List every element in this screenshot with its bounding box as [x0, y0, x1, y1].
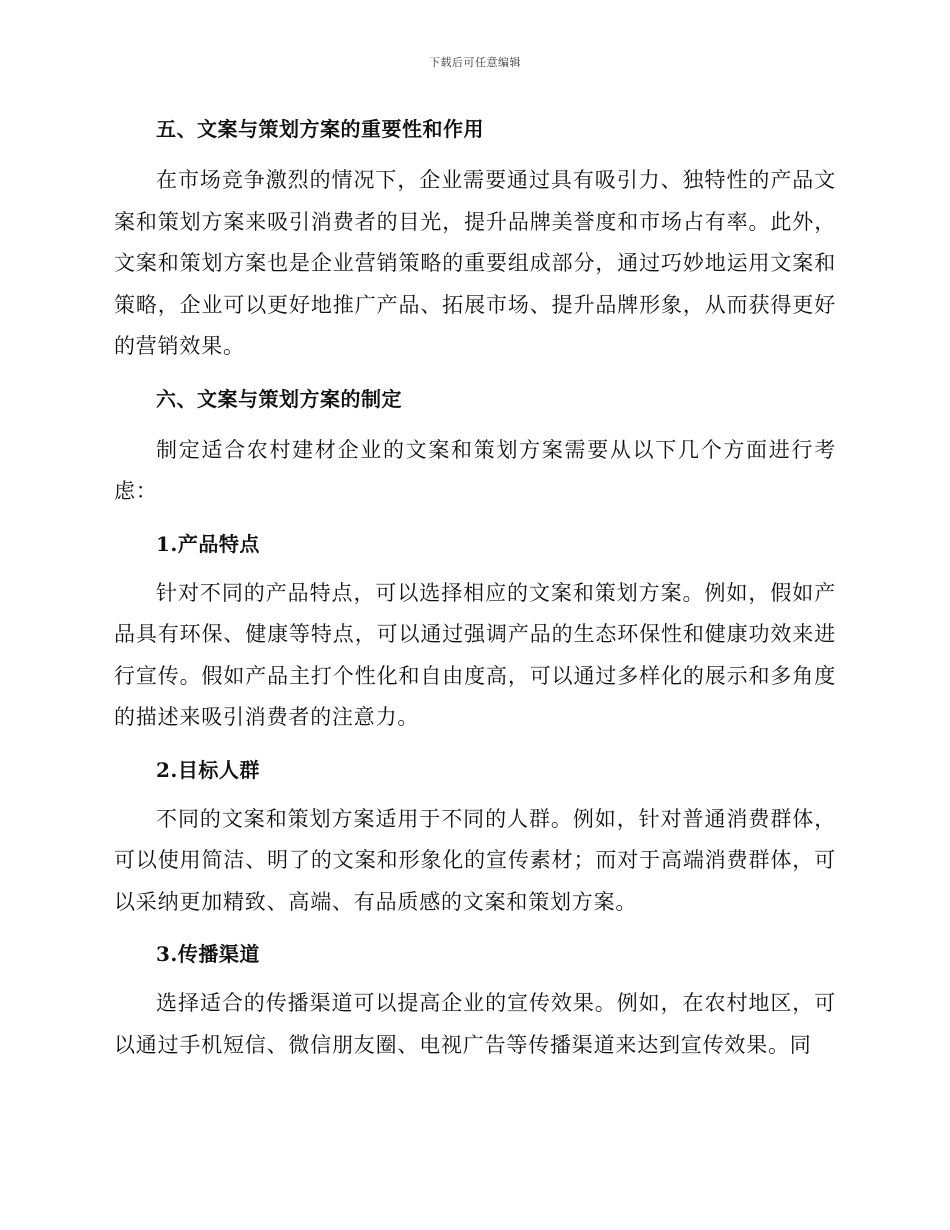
target-audience-paragraph: 不同的文案和策划方案适用于不同的人群。例如，针对普通消费群体，可以使用简洁、明了的文案和形象化的宣传素材；而对于高端消费群体，可以采纳更加精致、高端、有品质感的文案和策划方案。 [114, 806, 836, 914]
distribution-channels-paragraph: 选择适合的传播渠道可以提高企业的宣传效果。例如，在农村地区，可以通过手机短信、微信朋友圈、电视广告等传播渠道来达到宣传效果。同 [114, 991, 836, 1057]
product-features-paragraph: 针对不同的产品特点，可以选择相应的文案和策划方案。例如，假如产品具有环保、健康等特点，可以通过强调产品的生态环保性和健康功效来进行宣传。假如产品主打个性化和自由度高，可以通过多样化的展示和多角度的描述来吸引消费者的注意力。 [114, 580, 836, 729]
section-five-heading: 五、文案与策划方案的重要性和作用 [156, 117, 484, 141]
section-six-paragraph: 制定适合农村建材企业的文案和策划方案需要从以下几个方面进行考虑： [114, 437, 836, 503]
document-body [114, 108, 836, 1076]
target-audience-heading: 2.目标人群 [156, 757, 260, 782]
distribution-channels-heading: 3.传播渠道 [156, 942, 260, 966]
section-five-paragraph: 在市场竞争激烈的情况下，企业需要通过具有吸引力、独特性的产品文案和策划方案来吸引消费者的目光，提升品牌美誉度和市场占有率。此外，文案和策划方案也是企业营销策略的重要组成部分，通过巧妙地运用文案和策略，企业可以更好地推广产品、拓展市场、提升品牌形象，从而获得更好的营销效果。 [114, 168, 836, 358]
product-features-heading: 1.产品特点 [156, 531, 260, 556]
section-six-heading: 六、文案与策划方案的制定 [156, 386, 402, 411]
page-header-note: 下载后可任意编辑 [429, 56, 521, 69]
